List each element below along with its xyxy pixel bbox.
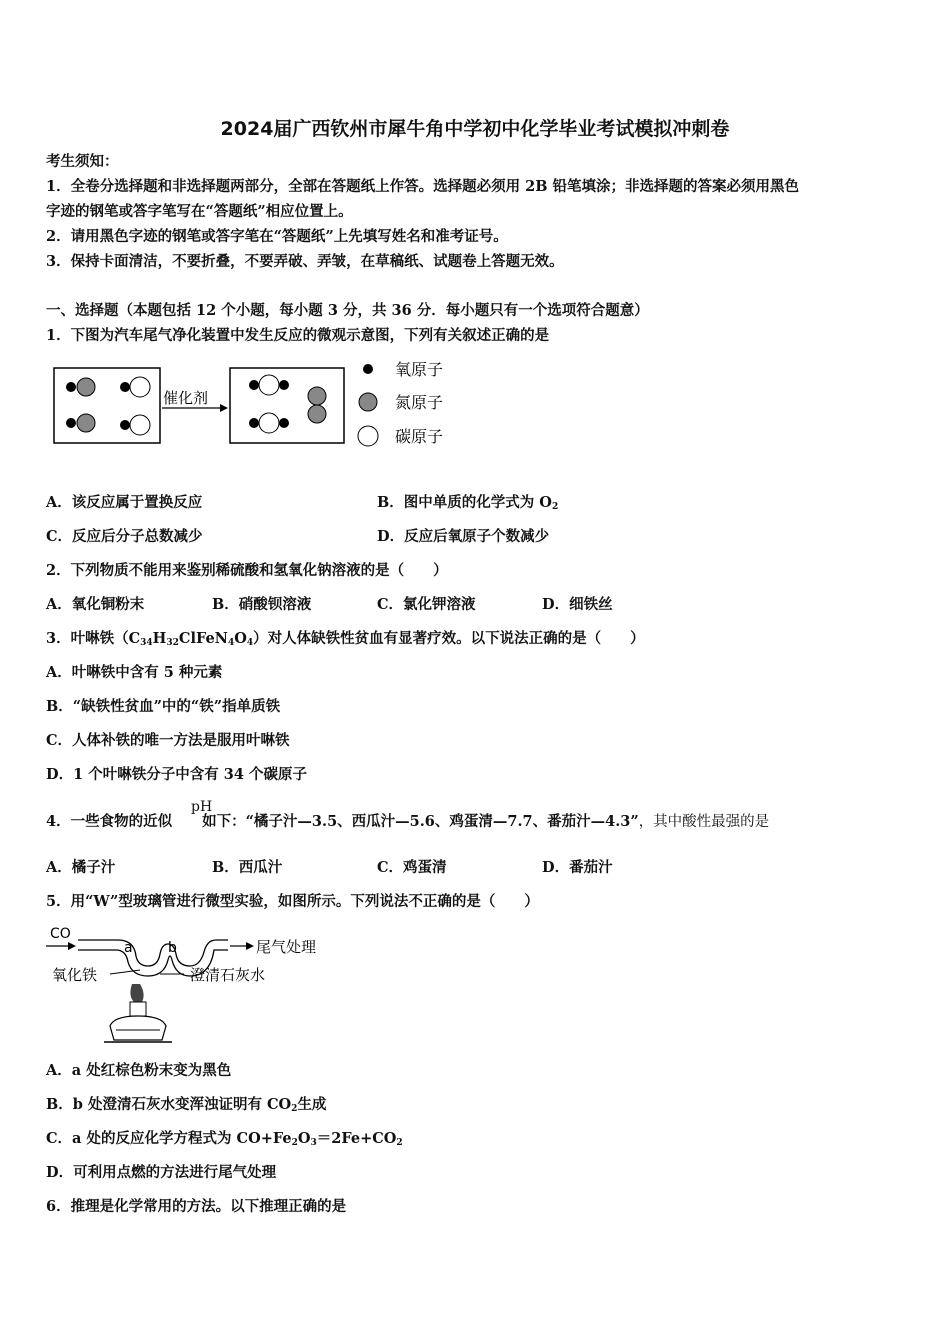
q5-apparatus-diagram [44,922,344,1052]
q1-stem: 1．下图为汽车尾气净化装置中发生反应的微观示意图，下列有关叙述正确的是 [46,327,550,344]
nitrogen-legend-label: 氮原子 [395,393,444,412]
q4-option-a: A．橘子汁 [46,859,116,876]
q3-option-c: C．人体补铁的唯一方法是服用叶啉铁 [46,732,290,749]
notice-line-2: 2．请用黑色字迹的钢笔或答字笔在“答题纸”上先填写姓名和准考证号。 [46,228,508,245]
q5-stem: 5．用“W”型玻璃管进行微型实验，如图所示。下列说法不正确的是（ ） [46,893,539,910]
exhaust-label: 尾气处理 [256,938,317,956]
nitrogen-legend-icon [359,393,377,411]
limewater-label: 澄清石灰水 [190,966,266,984]
q3-option-d: D．1 个叶啉铁分子中含有 34 个碳原子 [46,766,307,783]
q1-option-a: A．该反应属于置换反应 [46,494,203,511]
q1-option-b: B．图中单质的化学式为 $O_2$ [377,494,559,512]
carbon-legend-label: 碳原子 [395,427,444,446]
co-label: CO [50,926,71,942]
notice-line-1b: 字迹的钢笔或答字笔写在“答题纸”相应位置上。 [46,203,353,220]
q2-option-a: A．氧化铜粉末 [46,596,145,613]
b-label: b [168,940,177,956]
a-label: a [124,940,133,956]
co2-molecule [249,413,289,433]
q3-stem: 3．叶啉铁$(C_{34}H_{32}ClFeN_4O_4)$对人体缺铁性贫血有显著疗效。以下说法正确的是（ ） [46,630,645,648]
notice-heading: 考生须知： [46,153,119,170]
q1-option-c: C．反应后分子总数减少 [46,528,203,545]
co-molecule [66,378,95,396]
co-molecule [66,414,95,432]
no-molecule [120,415,150,435]
q3-option-a: A．叶啉铁中含有 5 种元素 [46,664,223,681]
alcohol-lamp [104,984,172,1042]
q2-option-d: D．细铁丝 [542,596,613,613]
section-heading: 一、选择题（本题包括 12 个小题，每小题 3 分，共 36 分．每小题只有一个选项符合题意） [46,302,649,319]
w-glass-tube [78,940,228,966]
q4-stem: 4．一些食物的近似 如下：“橘子汁—3.5、西瓜汁—5.6、鸡蛋清—7.7、番茄汁—4.3”，其中酸性最强的是 [46,813,770,830]
page-title: 2024届广西钦州市犀牛角中学初中化学毕业考试模拟冲刺卷 [220,118,730,140]
no-molecule [120,377,150,397]
q4-ph-label: pH [191,799,213,815]
q4-option-b: B．西瓜汁 [212,859,283,876]
oxygen-legend-label: 氧原子 [395,360,444,379]
q5-option-d: D．可利用点燃的方法进行尾气处理 [46,1164,277,1181]
notice-line-3: 3．保持卡面清洁，不要折叠，不要弄破、弄皱，在草稿纸、试题卷上答题无效。 [46,253,564,270]
q6-stem: 6．推理是化学常用的方法。以下推理正确的是 [46,1198,347,1215]
product-box [230,368,344,443]
n2-molecule [308,387,326,423]
q2-option-c: C．氯化钾溶液 [377,596,476,613]
q3-option-b: B．“缺铁性贫血”中的“铁”指单质铁 [46,698,281,715]
q4-option-d: D．番茄汁 [542,859,613,876]
q4-option-c: C．鸡蛋清 [377,859,447,876]
q2-stem: 2．下列物质不能用来鉴别稀硫酸和氢氧化钠溶液的是（ ） [46,562,448,579]
arrow-head [220,404,228,412]
catalyst-label: 催化剂 [163,389,209,407]
iron-oxide-label: 氧化铁 [52,966,98,984]
oxygen-legend-icon [363,364,373,374]
carbon-legend-icon [358,426,378,446]
notice-line-1a: 1．全卷分选择题和非选择题两部分，全部在答题纸上作答。选择题必须用 2B 铅笔填涂；非选择题的答案必须用黑色 [46,178,800,195]
q1-option-d: D．反应后氧原子个数减少 [377,528,550,545]
q5-option-b: B．b 处澄清石灰水变浑浊证明有 $CO_2$生成 [46,1096,327,1114]
q5-option-a: A．a 处红棕色粉末变为黑色 [46,1062,232,1079]
q1-reaction-diagram [50,355,470,455]
q2-option-b: B．硝酸钡溶液 [212,596,312,613]
q5-option-c: C．a 处的反应化学方程式为 $CO+Fe_2O_3=2Fe+CO_2$ [46,1130,403,1148]
co2-molecule [249,375,289,395]
